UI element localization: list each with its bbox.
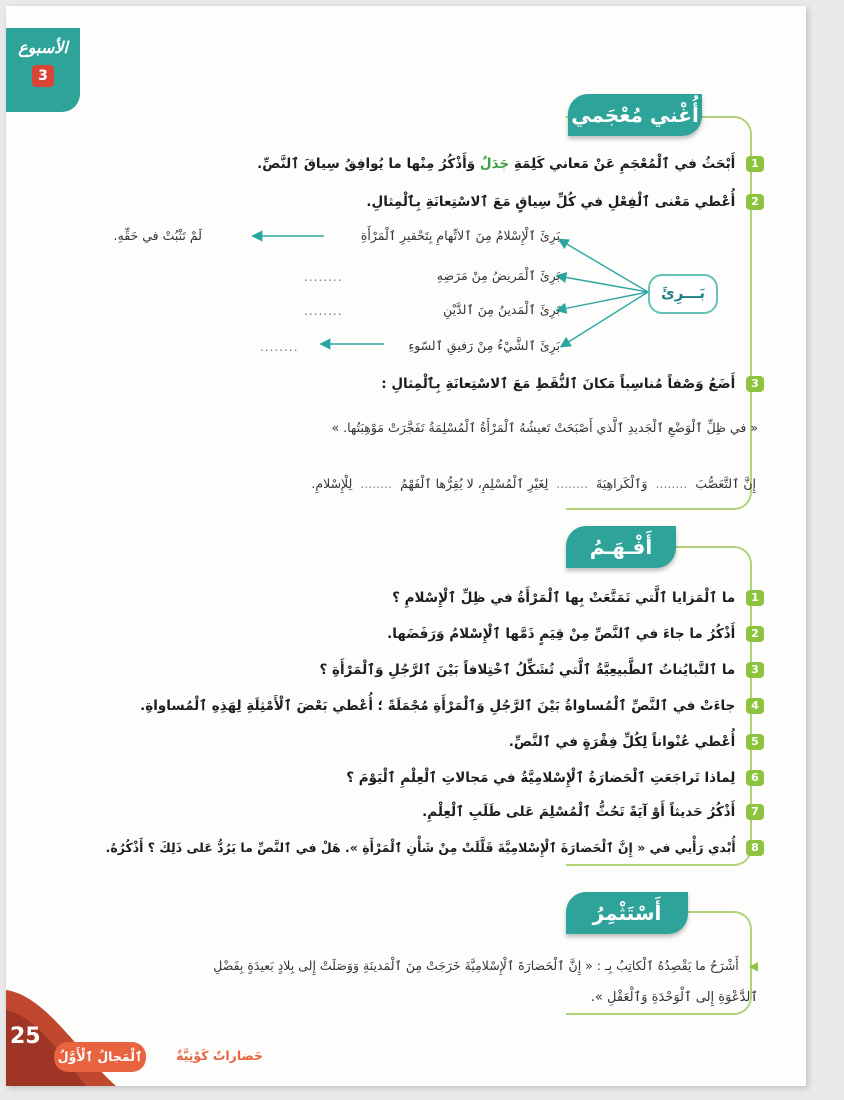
domain-label: ٱلْمَجالُ ٱلْأَوَّلُ [54, 1042, 146, 1072]
q1-text-after: وَأَذْكُرُ مِنْها ما يُوافِقُ سِياقَ ٱلنَّصِّ. [257, 156, 476, 172]
understand-q1 [392, 590, 764, 606]
question-number: 4 [746, 698, 764, 714]
question-number: 3 [746, 662, 764, 678]
q1-text-before: أَبْحَثُ في ٱلْمُعْجَمِ عَنْ مَعاني كَلِمَةِ [513, 156, 736, 172]
question-number: 3 [746, 376, 764, 392]
arrow-bullet-icon: ◀ [748, 959, 758, 973]
question-text: أَذْكُرُ حَديثاً أَوْ آيَةً تَحُثُّ ٱلْمُسْلِمَ عَلى طَلَبِ ٱلْعِلْمِ. [422, 804, 736, 820]
blank-segment: لِغَيْرِ ٱلْمُسْلِمِ، لا يُقِرُّها ٱلْفَهْمُ [400, 476, 549, 491]
answer-blank: ........ [304, 304, 343, 318]
vocab-section-title: أُغْني مُعْجَمي [568, 94, 702, 136]
question-number: 7 [746, 804, 764, 820]
question-text: ما ٱلْمَزايا ٱلَّتي تَمَتَّعَتْ بِها ٱلْمَرْأَةُ في ظِلِّ ٱلْإِسْلامِ ؟ [392, 590, 736, 606]
context-meaning: لَمْ تَثْبُتْ في حَقِّهِ. [113, 228, 202, 243]
context-sentence: بَرِئَ ٱلْإِسْلامُ مِنَ ٱلاتِّهامِ بِتَحْقيرِ ٱلْمَرْأَةِ [360, 228, 560, 243]
question-number: 1 [746, 156, 764, 172]
context-sentence: بَرِئَ ٱلشَّيْءُ مِنْ رَفيقِ ٱلسّوءِ [408, 338, 560, 353]
invest-task-line1 [213, 958, 758, 973]
invest-text-1: أَشْرَحُ ما يَقْصِدُهُ ٱلْكاتِبُ بِـ : « إِنَّ ٱلْحَضارَةَ ٱلْإِسْلامِيَّةَ خَرَجَتْ مِنَ ٱلْمَدينَةِ وَوَصَلَتْ إِلى بِلادٍ بَعيدَةٍ بِفَضْلِ [213, 958, 739, 973]
week-number: 3 [32, 65, 54, 87]
example-quote: « في ظِلِّ ٱلْوَضْعِ ٱلْجَديدِ ٱلَّذي أَصْبَحَتْ تَعيشُهُ ٱلْمَرْأَةُ ٱلْمُسْلِمَةُ تَفَجَّرَتْ مَوْهِبَتُها. » [331, 420, 758, 435]
understand-q6 [346, 770, 764, 786]
question-number: 8 [746, 840, 764, 856]
answer-blank: ........ [260, 340, 299, 354]
answer-blank: ........ [556, 476, 589, 491]
q3-text: أَضَعُ وَصْفاً مُناسِباً مَكانَ ٱلنُّقَطِ مَعَ ٱلاسْتِعانَةِ بِٱلْمِثالِ : [381, 376, 736, 392]
understand-q2 [387, 626, 764, 642]
answer-blank: ........ [304, 270, 343, 284]
answer-blank: ........ [360, 476, 393, 491]
question-number: 2 [746, 194, 764, 210]
question-text: جاءَتْ في ٱلنَّصِّ ٱلْمُساواةُ بَيْنَ ٱلرَّجُلِ وَٱلْمَرْأَةِ مُجْمَلَةً ؛ أُعْطي بَعْضَ ٱلْأَمْثِلَةِ لِهَذِهِ ٱلْمُساواةِ. [140, 698, 736, 714]
blank-segment: إِنَّ ٱلتَّعَصُّبَ [695, 476, 756, 491]
question-text: لِماذا تَراجَعَتِ ٱلْحَضارَةُ ٱلْإِسْلامِيَّةُ في مَجالاتِ ٱلْعِلْمِ ٱلْيَوْمَ ؟ [346, 770, 736, 786]
question-text: أُبْدي رَأْيي في « إِنَّ ٱلْحَضارَةَ ٱلْإِسْلامِيَّةَ قَلَّلَتْ مِنْ شَأْنِ ٱلْمَرْأَةِ ». هَلْ في ٱلنَّصِّ ما يَرُدُّ عَلى ذَلِكَ ؟ أَذْكُرُهُ. [105, 840, 736, 855]
blank-segment: وَٱلْكَراهِيَةَ [596, 476, 648, 491]
answer-blank: ........ [655, 476, 688, 491]
understand-q8 [106, 840, 764, 856]
week-label: الأسبوع [18, 38, 68, 57]
question-number: 5 [746, 734, 764, 750]
q1-keyword: جَدَلٌ [479, 156, 510, 172]
vocab-q3 [381, 376, 764, 392]
question-text: أَذْكُرُ ما جاءَ في ٱلنَّصِّ مِنْ قِيَمٍ ذَمَّها ٱلْإِسْلامُ وَرَفَضَها. [387, 626, 736, 642]
context-sentence: بَرِئَ ٱلْمَريضُ مِنْ مَرَضِهِ [436, 268, 560, 283]
question-number: 6 [746, 770, 764, 786]
understand-q7 [422, 804, 764, 820]
vocab-q2 [366, 194, 764, 210]
invest-section-title: أَسْتَثْمِرُ [566, 892, 688, 934]
footer-decoration [6, 990, 266, 1086]
blank-segment: لِلْإِسْلامِ. [311, 476, 353, 491]
question-text: أُعْطي عُنْواناً لِكُلِّ فِقْرَةٍ في ٱلنَّصِّ. [508, 734, 736, 750]
understand-q5 [509, 734, 764, 750]
understand-section-title: أَفْـهَـمُ [566, 526, 676, 568]
theme-label: حَضاراتٌ كَوْنِيَّةٌ [176, 1048, 263, 1063]
page-number: 25 [10, 1024, 41, 1049]
q2-text: أُعْطي مَعْنى ٱلْفِعْلِ في كُلِّ سِياقٍ مَعَ ٱلاسْتِعانَةِ بِٱلْمِثالِ. [366, 194, 736, 210]
question-number: 2 [746, 626, 764, 642]
fill-blanks-sentence [311, 476, 756, 491]
question-number: 1 [746, 590, 764, 606]
vocab-q1 [257, 156, 764, 172]
invest-task-line2 [591, 990, 758, 1005]
invest-text-2: ٱلدَّعْوَةِ إِلى ٱلْوَحْدَةِ وَٱلْعَقْلِ ». [590, 990, 758, 1005]
context-sentence: بَرِئَ ٱلْمَدينُ مِنَ ٱلدَّيْنِ [443, 302, 560, 317]
understand-q3 [320, 662, 764, 678]
verb-tag: بَـــرِئَ [648, 274, 718, 314]
understand-q4 [140, 698, 764, 714]
textbook-page [6, 6, 806, 1086]
question-text: ما ٱلتَّبايُناتُ ٱلطَّبيعِيَّةُ ٱلَّتي تُشَكِّلُ ٱخْتِلافاً بَيْنَ ٱلرَّجُلِ وَٱلْمَرْأَةِ ؟ [319, 662, 736, 678]
